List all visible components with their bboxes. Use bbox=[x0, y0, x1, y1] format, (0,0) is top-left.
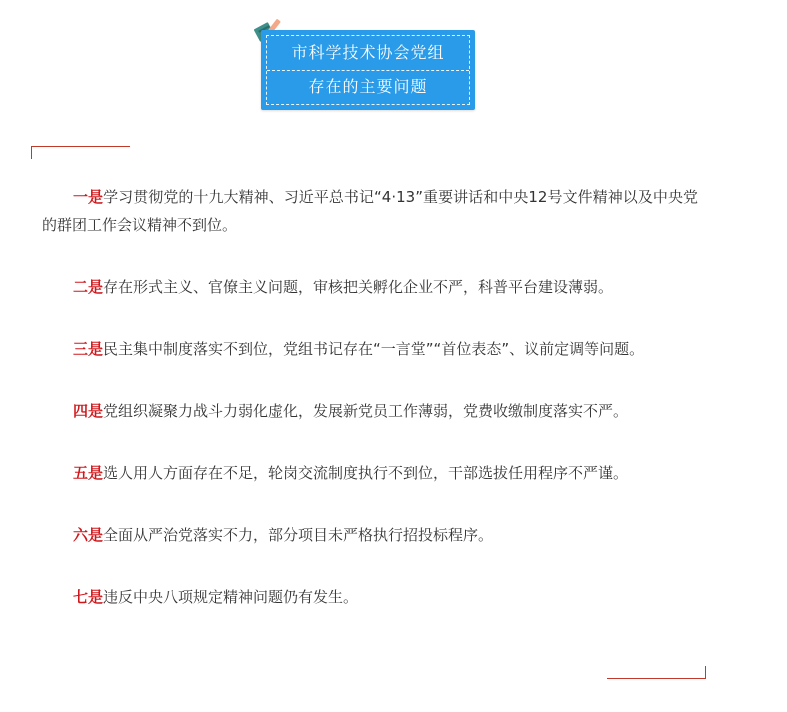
issue-text: 违反中央八项规定精神问题仍有发生。 bbox=[103, 588, 359, 606]
issue-item bbox=[42, 459, 698, 487]
issue-item bbox=[42, 335, 698, 363]
issue-item bbox=[42, 583, 698, 611]
issue-text: 全面从严治党落实不力，部分项目未严格执行招投标程序。 bbox=[103, 526, 494, 544]
issue-item bbox=[42, 273, 698, 301]
issue-list bbox=[42, 183, 698, 645]
issue-ordinal: 二是 bbox=[73, 278, 104, 296]
issue-ordinal: 一是 bbox=[73, 188, 104, 206]
title-frame bbox=[266, 35, 470, 105]
title-banner bbox=[261, 30, 475, 110]
title-org: 市科学技术协会党组 bbox=[291, 43, 445, 62]
issue-ordinal: 三是 bbox=[73, 340, 104, 358]
issue-ordinal: 七是 bbox=[73, 588, 104, 606]
issue-item bbox=[42, 397, 698, 425]
corner-bracket-bottom-right bbox=[607, 666, 706, 679]
issue-text: 党组织凝聚力战斗力弱化虚化，发展新党员工作薄弱，党费收缴制度落实不严。 bbox=[103, 402, 629, 420]
issue-item bbox=[42, 521, 698, 549]
issue-ordinal: 五是 bbox=[73, 464, 104, 482]
title-subject: 存在的主要问题 bbox=[308, 77, 428, 96]
issue-text: 选人用人方面存在不足，轮岗交流制度执行不到位，干部选拔任用程序不严谨。 bbox=[103, 464, 629, 482]
issue-ordinal: 六是 bbox=[73, 526, 104, 544]
issue-text: 学习贯彻党的十九大精神、习近平总书记“4·13”重要讲话和中央12号文件精神以及中央党的群团工作会议精神不到位。 bbox=[42, 188, 698, 234]
corner-bracket-top-left bbox=[31, 146, 130, 159]
issue-ordinal: 四是 bbox=[73, 402, 104, 420]
issue-item bbox=[42, 183, 698, 239]
issue-text: 民主集中制度落实不到位，党组书记存在“一言堂”“首位表态”、议前定调等问题。 bbox=[103, 340, 645, 358]
issue-text: 存在形式主义、官僚主义问题，审核把关孵化企业不严，科普平台建设薄弱。 bbox=[103, 278, 614, 296]
